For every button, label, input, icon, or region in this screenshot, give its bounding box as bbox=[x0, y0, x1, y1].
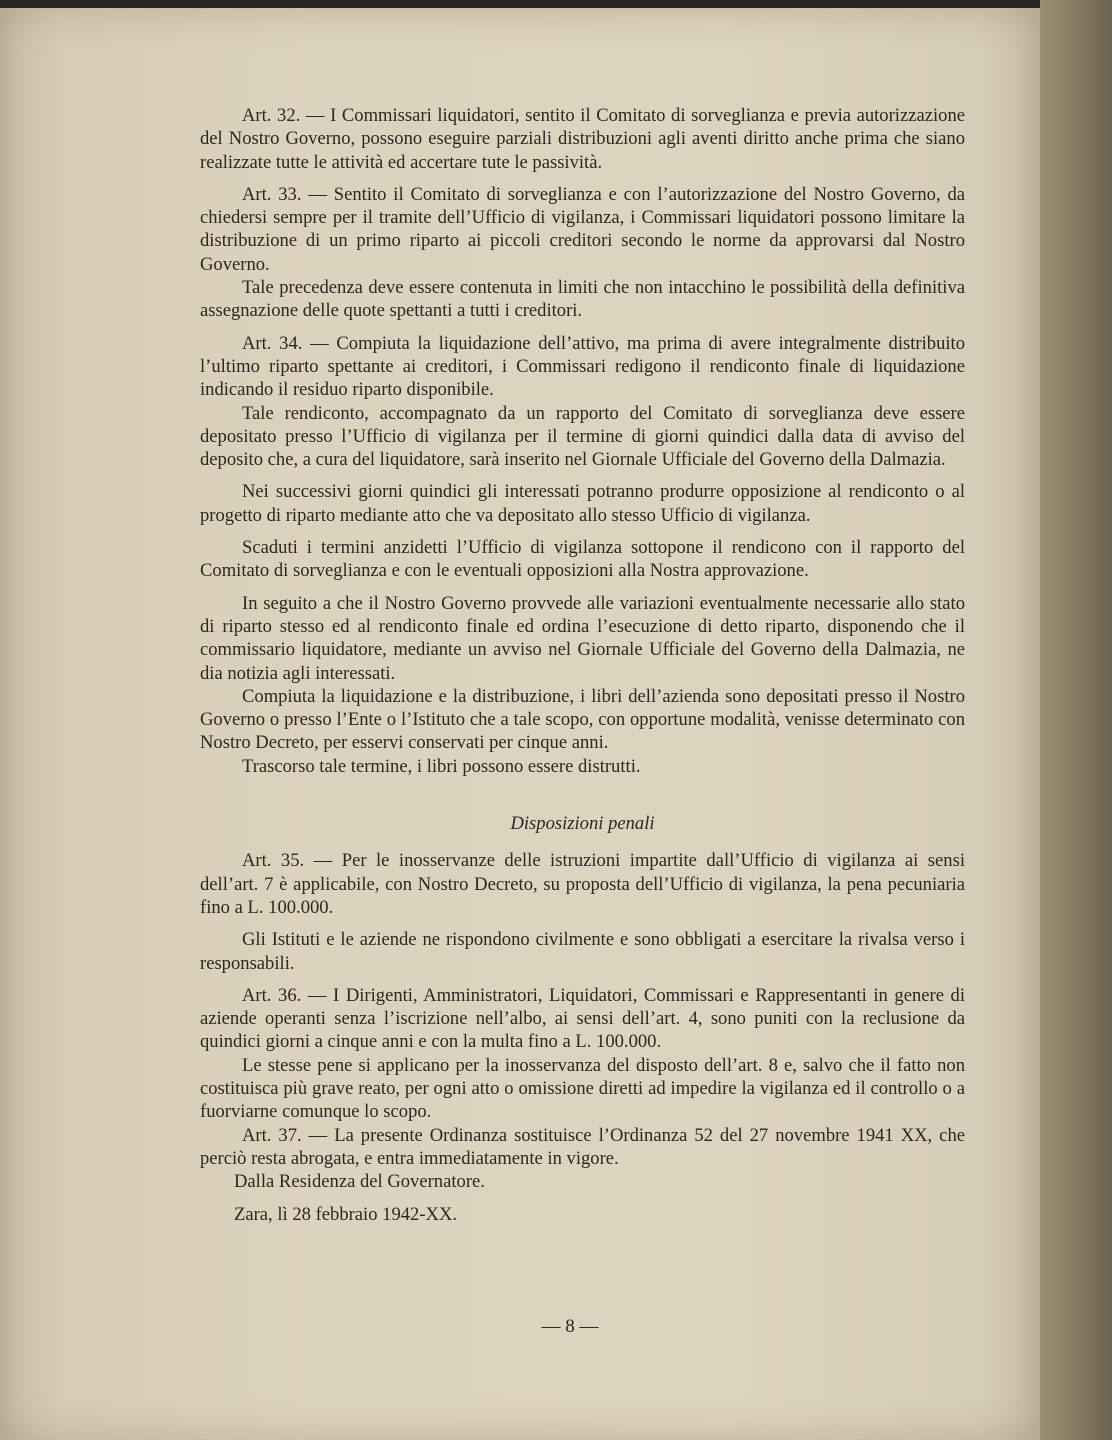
document-body bbox=[200, 104, 965, 1227]
paragraph-art-34-seguito: In seguito a che il Nostro Governo provvede alle variazioni eventualmente necessarie allo stato di riparto stesso ed al rendiconto finale ed ordina l’esecuzione di detto riparto, disponendo che il commissario liquidatore, mediante un avviso nel Giornale Ufficiale del Governo della Dalmazia, ne dia notizia agli interessati. bbox=[200, 592, 965, 684]
closing-residence: Dalla Residenza del Governatore. bbox=[234, 1171, 485, 1193]
paragraph-art-37: Art. 37. — La presente Ordinanza sostituisce l’Ordinanza 52 del 27 novembre 1941 XX, che perciò resta abrogata, e entra immediatamente in vigore. bbox=[200, 1124, 965, 1169]
paragraph-art-36: Art. 36. — I Dirigenti, Amministratori, Liquidatori, Commissari e Rappresentanti in genere di aziende operanti senza l’iscrizione nell’albo, ai sensi dell’art. 4, sono puniti con la reclusione da quindici giorni a cinque anni e con la multa fino a L. 100.000. bbox=[200, 984, 965, 1053]
paragraph-art-34-trascorso: Trascorso tale termine, i libri possono essere distrutti. bbox=[242, 755, 641, 777]
closing-place-date: Zara, lì 28 febbraio 1942-XX. bbox=[234, 1204, 458, 1226]
book-spine bbox=[1040, 0, 1112, 1440]
paragraph-art-32: Art. 32. — I Commissari liquidatori, sentito il Comitato di sorveglianza e previa autorizzazione del Nostro Governo, possono eseguire parziali distribuzioni agli aventi diritto anche prima che siano realizzate tutte le attività ed accertare tute le passività. bbox=[200, 105, 965, 173]
paragraph-art-35: Art. 35. — Per le inosservanze delle istruzioni impartite dall’Ufficio di vigilanza ai sensi dell’art. 7 è applicabile, con Nostro Decreto, su proposta dell’Ufficio di vigilanza, la pena pecuniaria fino a L. 100.000. bbox=[200, 850, 965, 918]
paragraph-art-34-compiuta: Compiuta la liquidazione e la distribuzione, i libri dell’azienda sono depositati presso il Nostro Governo o presso l’Ente o l’Istituto che a tale scopo, con opportune modalità, venisse determinato con Nostro Decreto, per esservi conservati per cinque anni. bbox=[200, 685, 965, 754]
paragraph-art-34-scaduti: Scaduti i termini anzidetti l’Ufficio di vigilanza sottopone il rendicono con il rapporto del Comitato di sorveglianza e con le eventuali opposizioni alla Nostra approvazione. bbox=[200, 537, 965, 582]
section-heading: Disposizioni penali bbox=[510, 813, 655, 835]
paragraph-art-35-istituti: Gli Istituti e le aziende ne rispondono civilmente e sono obbligati a esercitare la rivalsa verso i responsabili. bbox=[200, 929, 965, 974]
paragraph-art-34-opposizione: Nei successivi giorni quindici gli interessati potranno produrre opposizione al rendiconto o al progetto di riparto mediante atto che va depositato allo stesso Ufficio di vigilanza. bbox=[200, 481, 965, 526]
paragraph-art-34: Art. 34. — Compiuta la liquidazione dell’attivo, ma prima di avere integralmente distribuito l’ultimo riparto spettante ai creditori, i Commissari redigono il rendiconto finale di liquidazione indicando il residuo riparto disponibile. bbox=[200, 332, 965, 401]
page-number: — 8 — bbox=[541, 1316, 599, 1337]
paragraph-art-36-pene: Le stesse pene si applicano per la inosservanza del disposto dell’art. 8 e, salvo che il fatto non costituisca più grave reato, per ogni atto o omissione diretti ad impedire la vigilanza ed il controllo o a fuorviarne comunque lo scopo. bbox=[200, 1054, 965, 1123]
paragraph-art-34-rendiconto: Tale rendiconto, accompagnato da un rapporto del Comitato di sorveglianza deve essere depositato presso l’Ufficio di vigilanza per il termine di giorni quindici dalla data di avviso del deposito che, a cura del liquidatore, sarà inserito nel Giornale Ufficiale del Governo della Dalmazia. bbox=[200, 402, 965, 471]
paragraph-art-33-precedenza: Tale precedenza deve essere contenuta in limiti che non intacchino le possibilità della definitiva assegnazione delle quote spettanti a tutti i creditori. bbox=[200, 277, 965, 322]
paragraph-art-33: Art. 33. — Sentito il Comitato di sorveglianza e con l’autorizzazione del Nostro Governo, da chiedersi sempre per il tramite dell’Ufficio di vigilanza, i Commissari liquidatori possono limitare la distribuzione di un primo riparto ai piccoli creditori secondo le norme da approvarsi dal Nostro Governo. bbox=[200, 183, 965, 275]
